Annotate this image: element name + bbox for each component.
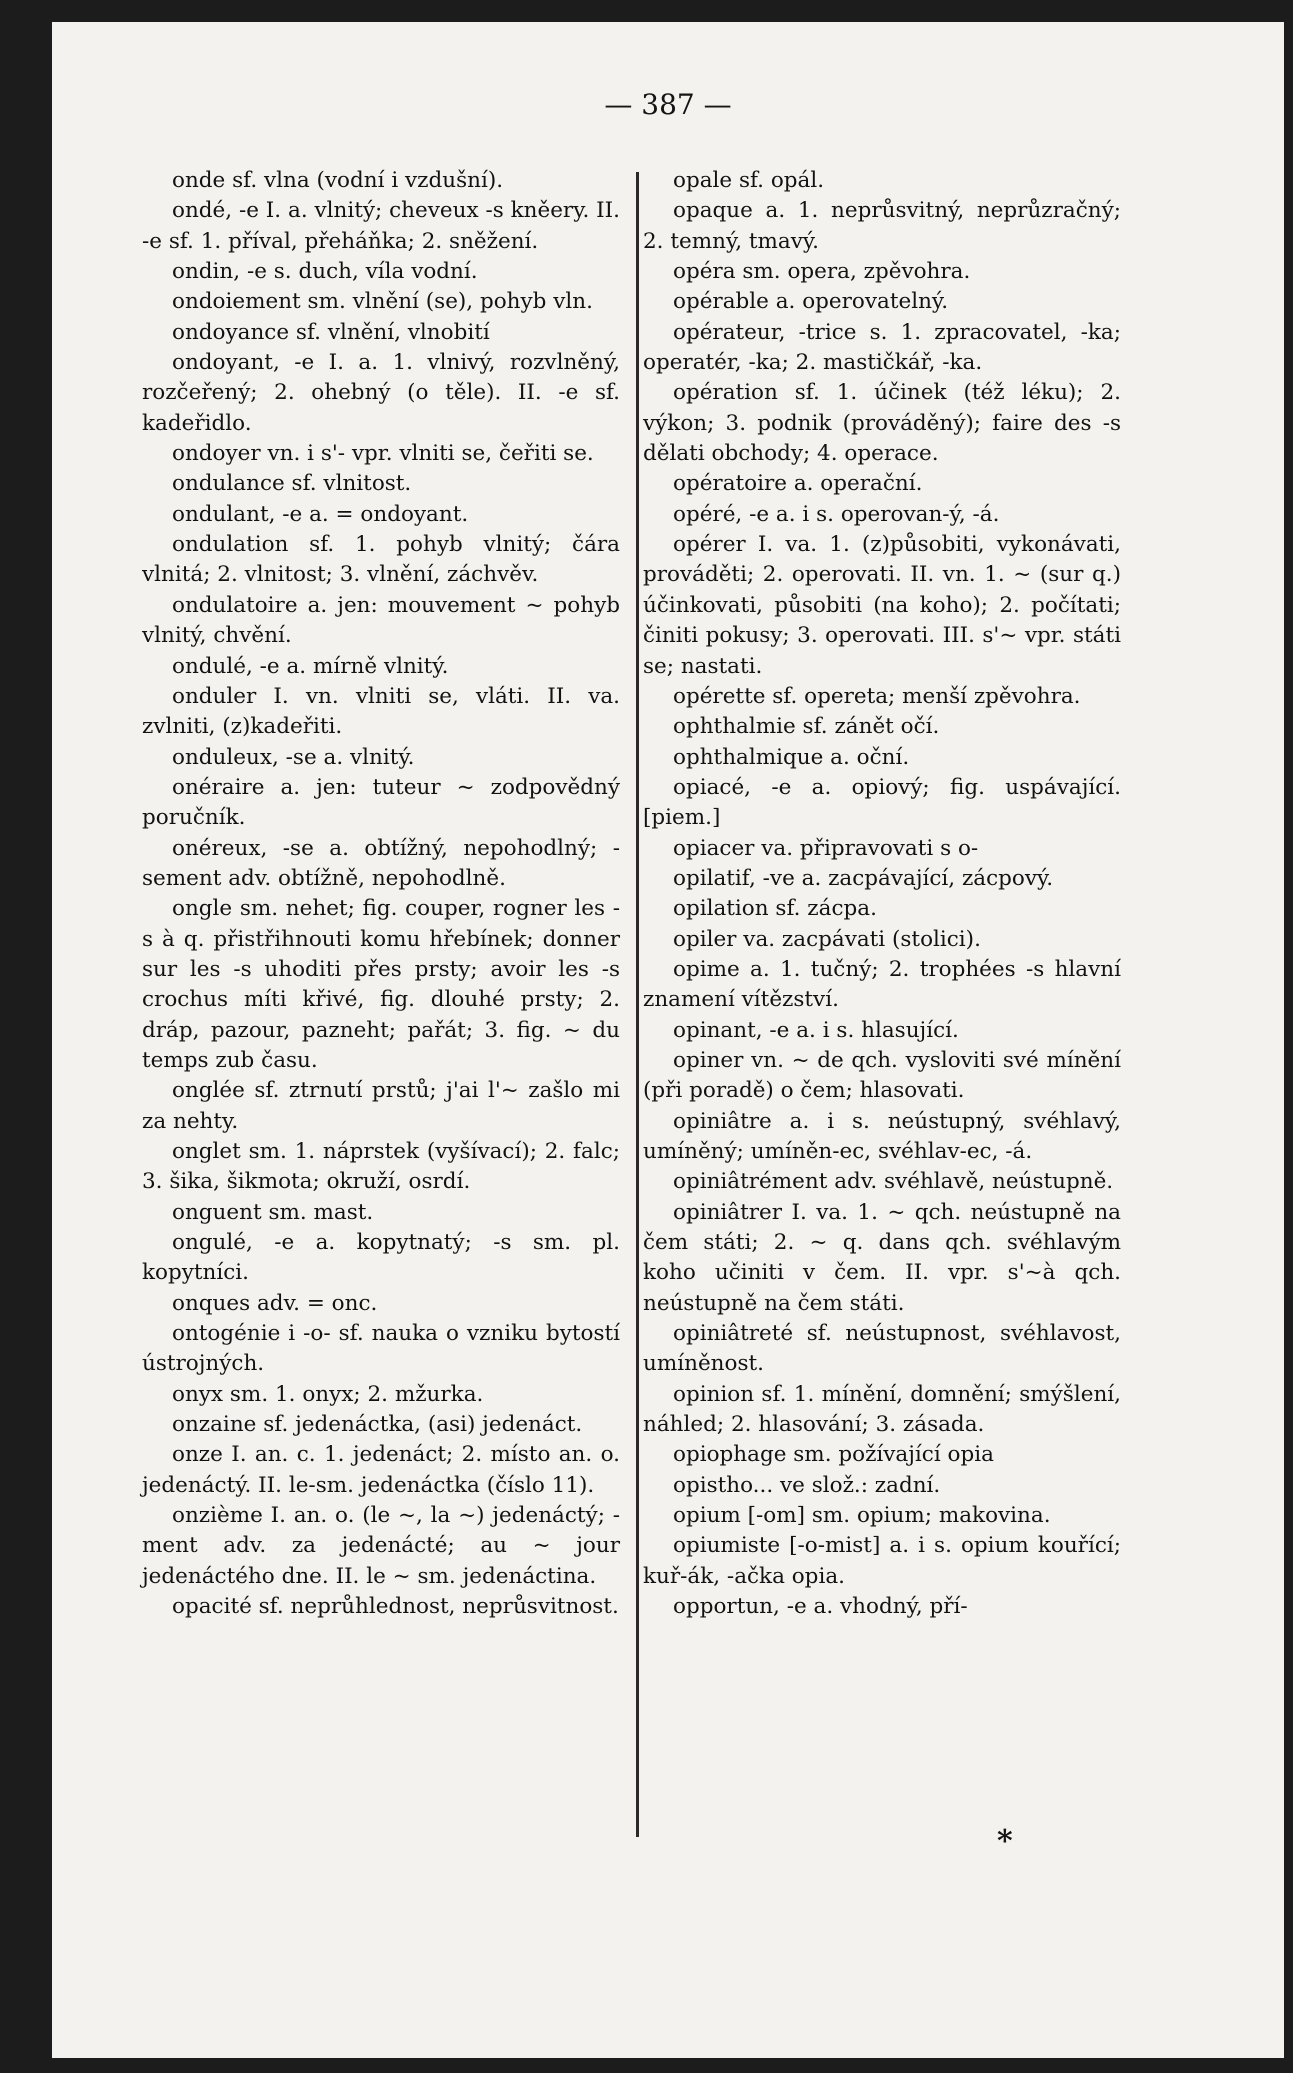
dictionary-entry: onzième I. an. o. (le ~, la ~) jedenáctý; -ment adv. za jedenácté; au ~ jour jedenáctého dne. II. le ~ sm. jedenáctina.	[142, 1503, 620, 1589]
dictionary-entry: opacité sf. neprůhlednost, neprůsvitnost.	[172, 1594, 619, 1620]
dictionary-entry: ondé, -e I. a. vlnitý; cheveux -s kněery. II. -e sf. 1. příval, přeháňka; 2. sněžení.	[142, 198, 620, 254]
dictionary-entry: opiniâtrer I. va. 1. ~ qch. neústupně na čem státi; 2. ~ q. dans qch. svéhlavým koho učiniti v čem. II. vpr. s'~à qch. neústupně na čem státi.	[643, 1199, 1121, 1316]
dictionary-entry: opérateur, -trice s. 1. zpracovatel, -ka; operatér, -ka; 2. mastičkář, -ka.	[643, 319, 1121, 376]
dictionary-entry: onduleux, -se a. vlnitý.	[172, 744, 415, 770]
dictionary-entry: onéreux, -se a. obtížný, nepohodlný; -sement adv. obtížně, nepohodlně.	[142, 835, 620, 891]
dictionary-entry: onyx sm. 1. onyx; 2. mžurka.	[172, 1381, 484, 1407]
page-number: — 387 —	[604, 88, 732, 121]
dictionary-entry: opiner vn. ~ de qch. vysloviti své mínění (při poradě) o čem; hlasovati.	[643, 1047, 1121, 1104]
dictionary-entry: ophthalmique a. oční.	[673, 744, 910, 770]
dictionary-entry: onéraire a. jen: tuteur ~ zodpovědný poručník.	[142, 774, 620, 831]
dictionary-entry: opale sf. opál.	[673, 168, 825, 193]
dictionary-entry: opiophage sm. požívající opia	[673, 1442, 994, 1468]
dictionary-entry: opération sf. 1. účinek (též léku); 2. výkon; 3. podnik (prováděný); faire des -s dělati obchody; 4. operace.	[643, 380, 1121, 467]
column-divider	[636, 172, 639, 1837]
dictionary-entry: ondulatoire a. jen: mouvement ~ pohyb vlnitý, chvění.	[142, 592, 620, 649]
dictionary-entry: ondin, -e s. duch, víla vodní.	[172, 259, 478, 285]
dictionary-entry: ondoyance sf. vlnění, vlnobití	[172, 319, 490, 345]
dictionary-entry: opaque a. 1. neprůsvitný, neprůzračný; 2. temný, tmavý.	[643, 198, 1121, 254]
dictionary-entry: opime a. 1. tučný; 2. trophées -s hlavní znamení vítězství.	[643, 956, 1121, 1013]
dictionary-entry: ontogénie i -o- sf. nauka o vzniku bytostí ústrojných.	[142, 1321, 620, 1377]
dictionary-entry: opérable a. operovatelný.	[673, 289, 949, 315]
dictionary-entry: ongulé, -e a. kopytnatý; -s sm. pl. kopytníci.	[142, 1230, 620, 1286]
dictionary-entry: opératoire a. operační.	[673, 471, 923, 497]
dictionary-entry: opéra sm. opera, zpěvohra.	[673, 259, 971, 285]
left-column	[142, 166, 620, 1623]
dictionary-entry: opiniâtreté sf. neústupnost, svéhlavost, umíněnost.	[643, 1321, 1121, 1377]
dictionary-entry: onduler I. vn. vlniti se, vláti. II. va. zvlniti, (z)kadeřiti.	[142, 683, 620, 740]
dictionary-entry: ondulance sf. vlnitost.	[172, 471, 412, 497]
dictionary-entry: ondoiement sm. vlnění (se), pohyb vln.	[172, 289, 593, 315]
dictionary-entry: onguent sm. mast.	[172, 1199, 374, 1225]
dictionary-entry: ongle sm. nehet; fig. couper, rogner les -s à q. přistřihnouti komu hřebínek; donner sur les -s uhoditi přes prsty; avoir les -s crochus míti křivé, fig. dlouhé prsty; 2. dráp, pazour, pazneht; pařát; 3. fig. ~ du temps zub času.	[142, 896, 620, 1073]
dictionary-entry: opiacer va. připravovati s o-	[673, 835, 979, 861]
dictionary-entry: onze I. an. c. 1. jedenáct; 2. místo an. o. jedenáctý. II. le-sm. jedenáctka (číslo 11).	[142, 1442, 620, 1498]
dictionary-page	[52, 22, 1284, 2058]
dictionary-entry: ondulant, -e a. = ondoyant.	[172, 501, 469, 527]
dictionary-entry: opérette sf. opereta; menší zpěvohra.	[673, 683, 1081, 709]
dictionary-entry: onzaine sf. jedenáctka, (asi) jedenáct.	[172, 1412, 583, 1438]
dictionary-entry: onglée sf. ztrnutí prstů; j'ai l'~ zašlo mi za nehty.	[142, 1078, 620, 1134]
dictionary-entry: onques adv. = onc.	[172, 1290, 378, 1316]
dictionary-entry: ondoyant, -e I. a. 1. vlnivý, rozvlněný, rozčeřený; 2. ohebný (o těle). II. -e sf. kadeřidlo.	[142, 350, 620, 436]
dictionary-entry: opinant, -e a. i s. hlasující.	[673, 1017, 959, 1043]
dictionary-entry: onglet sm. 1. náprstek (vyšívací); 2. falc; 3. šika, šikmota; okruží, osrdí.	[142, 1139, 620, 1195]
dictionary-entry: ondulation sf. 1. pohyb vlnitý; čára vlnitá; 2. vlnitost; 3. vlnění, záchvěv.	[142, 532, 620, 588]
dictionary-entry: opiumiste [-o-mist] a. i s. opium kouřící; kuř-ák, -ačka opia.	[643, 1533, 1121, 1589]
dictionary-entry: ondoyer vn. i s'- vpr. vlniti se, čeřiti se.	[172, 441, 594, 467]
dictionary-entry: opiacé, -e a. opiový; fig. uspávající. [piem.]	[643, 774, 1121, 831]
dictionary-entry: opiniâtrément adv. svéhlavě, neústupně.	[673, 1169, 1114, 1195]
dictionary-entry: opilation sf. zácpa.	[673, 896, 877, 922]
dictionary-entry: opinion sf. 1. mínění, domnění; smýšlení, náhled; 2. hlasování; 3. zásada.	[643, 1381, 1121, 1438]
dictionary-entry: opportun, -e a. vhodný, pří-	[673, 1594, 968, 1620]
dictionary-entry: opiniâtre a. i s. neústupný, svéhlavý, umíněný; umíněn-ec, svéhlav-ec, -á.	[643, 1108, 1121, 1164]
dictionary-entry: opilatif, -ve a. zacpávající, zácpový.	[673, 865, 1054, 891]
footer-asterisk: *	[997, 1824, 1013, 1859]
dictionary-entry: opiler va. zacpávati (stolici).	[673, 926, 981, 952]
dictionary-entry: opium [-om] sm. opium; makovina.	[673, 1503, 1051, 1529]
dictionary-entry: opéré, -e a. i s. operovan-ý, -á.	[673, 501, 1000, 527]
dictionary-entry: ondulé, -e a. mírně vlnitý.	[172, 653, 449, 679]
right-column	[643, 166, 1121, 1623]
dictionary-entry: ophthalmie sf. zánět očí.	[673, 714, 940, 740]
dictionary-entry: opistho... ve slož.: zadní.	[673, 1472, 941, 1498]
dictionary-entry: onde sf. vlna (vodní i vzdušní).	[172, 168, 504, 193]
dictionary-entry: opérer I. va. 1. (z)působiti, vykonávati, prováděti; 2. operovati. II. vn. 1. ~ (sur q.) účinkovati, působiti (na koho); 2. počítati; činiti pokusy; 3. operovati. III. s'~ vpr. státi se; nastati.	[643, 532, 1121, 679]
